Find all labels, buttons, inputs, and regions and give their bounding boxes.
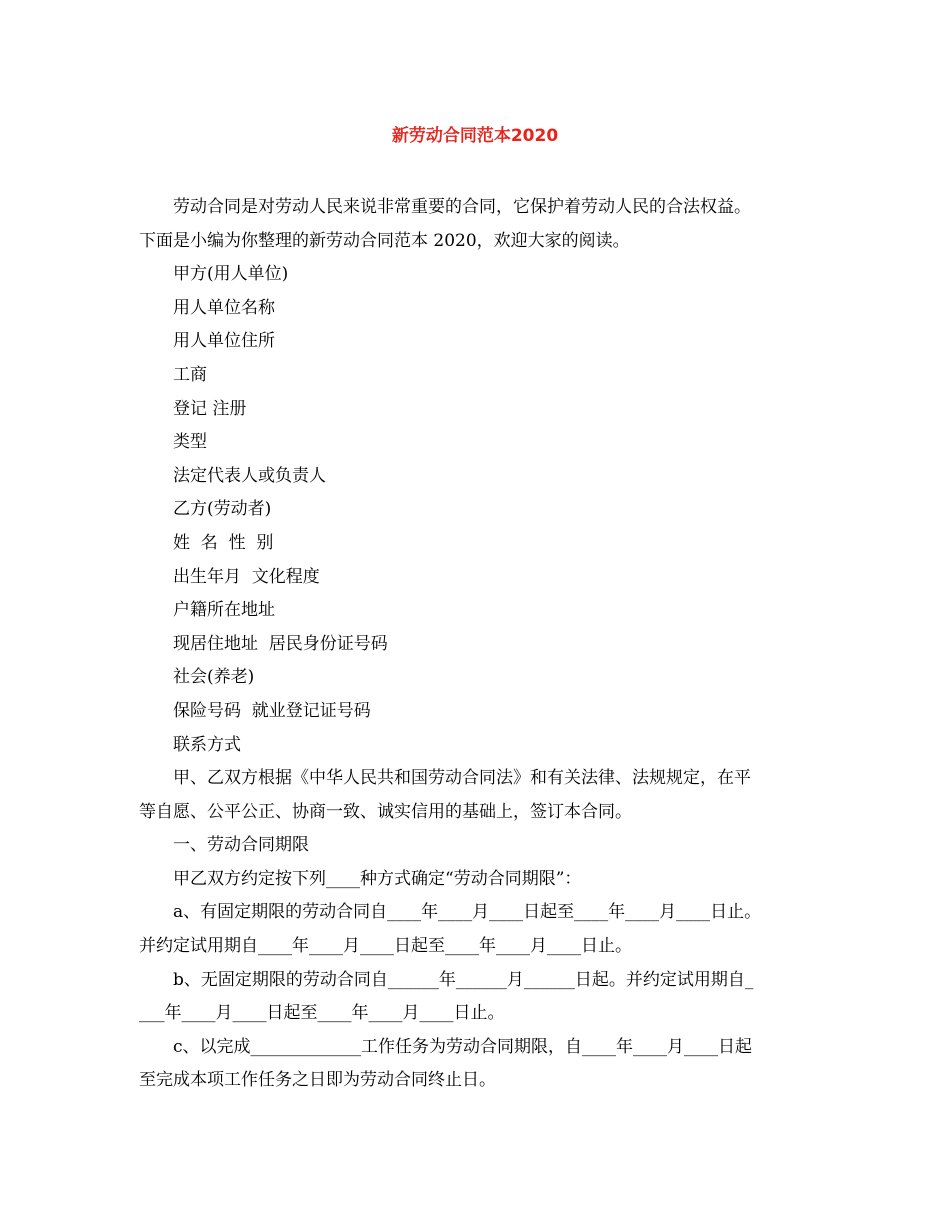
option-a-line-2: 并约定试用期自____年____月____日起至____年____月____日止。 xyxy=(139,936,632,957)
party-b-insurance-employment: 保险号码 就业登记证号码 xyxy=(173,700,371,721)
option-c-line-2: 至完成本项工作任务之日即为劳动合同终止日。 xyxy=(139,1070,496,1091)
party-a-heading: 甲方(用人单位) xyxy=(173,264,289,285)
option-a-line-1: a、有固定期限的劳动合同自____年____月____日起至____年____月____日止。 xyxy=(173,902,762,923)
party-b-residence-id: 现居住地址 居民身份证号码 xyxy=(173,633,388,654)
party-a-name: 用人单位名称 xyxy=(173,297,275,318)
document-title: 新劳动合同范本2020 xyxy=(391,126,559,146)
option-c-line-1: c、以完成_____________工作任务为劳动合同期限，自____年____月____日起 xyxy=(173,1036,753,1057)
preamble-line-1: 甲、乙双方根据《中华人民共和国劳动合同法》和有关法律、法规规定，在平 xyxy=(173,768,751,789)
party-b-birth-education: 出生年月 文化程度 xyxy=(173,566,320,587)
intro-line-2: 下面是小编为你整理的新劳动合同范本 2020，欢迎大家的阅读。 xyxy=(139,230,630,251)
preamble-line-2: 等自愿、公平公正、协商一致、诚实信用的基础上，签订本合同。 xyxy=(139,801,632,822)
party-a-representative: 法定代表人或负责人 xyxy=(173,465,326,486)
party-b-social: 社会(养老) xyxy=(173,667,255,688)
intro-line-1: 劳动合同是对劳动人民来说非常重要的合同，它保护着劳动人民的合法权益。 xyxy=(173,197,751,217)
party-b-contact: 联系方式 xyxy=(173,734,241,755)
party-b-household: 户籍所在地址 xyxy=(173,600,275,621)
section-1-intro: 甲乙双方约定按下列____种方式确定“劳动合同期限”： xyxy=(173,868,582,889)
party-a-type: 类型 xyxy=(173,432,207,453)
option-b-line-2: ___年____月____日起至____年____月____日止。 xyxy=(139,1003,505,1024)
document-body xyxy=(139,191,819,1098)
party-b-heading: 乙方(劳动者) xyxy=(173,499,272,520)
party-b-name-gender: 姓 名 性 别 xyxy=(173,532,274,553)
party-a-industry: 工商 xyxy=(173,364,207,385)
party-a-address: 用人单位住所 xyxy=(173,331,275,352)
section-1-heading: 一、劳动合同期限 xyxy=(173,835,309,856)
party-a-registration: 登记 注册 xyxy=(173,398,247,419)
option-b-line-1: b、无固定期限的劳动合同自______年______月______日起。并约定试用期自_ xyxy=(173,969,754,990)
